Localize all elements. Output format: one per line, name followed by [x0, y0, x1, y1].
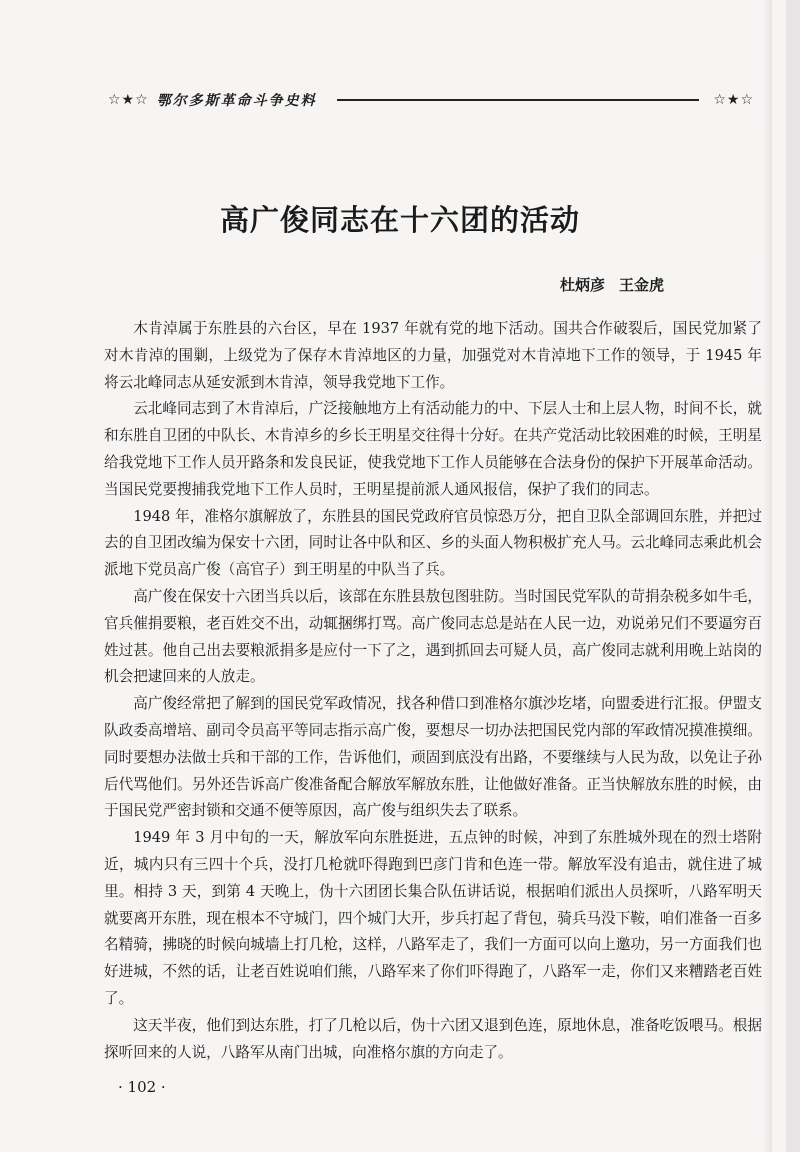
- header-stars-right: ☆★☆: [713, 92, 754, 108]
- body-paragraph: 云北峰同志到了木肯淖后，广泛接触地方上有活动能力的中、下层人士和上层人物，时间不长，就和东胜自卫团的中队长、木肯淖乡的乡长王明星交往得十分好。在共产党活动比较困难的时候，王明星给我党地下工作人员开路条和发良民证，使我党地下工作人员能够在合法身份的保护下开展革命活动。当国民党要搜捕我党地下工作人员时，王明星提前派人通风报信，保护了我们的同志。: [104, 400, 762, 498]
- article-authors: [560, 274, 664, 295]
- running-header-title: 鄂尔多斯革命斗争史料: [156, 93, 317, 109]
- page-number: · 102 ·: [118, 1078, 166, 1096]
- author-name: 王金虎: [619, 276, 665, 294]
- running-header: [108, 88, 754, 112]
- page-edge-shadow: [762, 0, 772, 1152]
- body-paragraph: 高广俊在保安十六团当兵以后，该部在东胜县敖包图驻防。当时国民党军队的苛捐杂税多如牛毛，官兵催捐要粮，老百姓交不出，动辄捆绑打骂。高广俊同志总是站在人民一边，劝说弟兄们不要逼穷百姓过甚。他自己出去要粮派捐多是应付一下了之，遇到抓回去可疑人员，高广俊同志就利用晚上站岗的机会把逮回来的人放走。: [104, 587, 762, 686]
- header-rule: [337, 99, 700, 101]
- body-paragraph: 1948 年，准格尔旗解放了，东胜县的国民党政府官员惊恐万分，把自卫队全部调回东胜，并把过去的自卫团改编为保安十六团，同时让各中队和区、乡的头面人物积极扩充人马。云北峰同志乘此机会派地下党员高广俊（高官子）到王明星的中队当了兵。: [104, 507, 762, 579]
- body-paragraph: 高广俊经常把了解到的国民党军政情况，找各种借口到准格尔旗沙圪堵，向盟委进行汇报。伊盟支队政委高增培、副司令员高平等同志指示高广俊，要想尽一切办法把国民党内部的军政情况摸准摸细。同时要想办法做士兵和干部的工作，告诉他们，顽固到底没有出路，不要继续与人民为敌，以免让子孙后代骂他们。另外还告诉高广俊准备配合解放军解放东胜，让他做好准备。正当快解放东胜的时候，由于国民党严密封锁和交通不便等原因，高广俊与组织失去了联系。: [104, 695, 762, 820]
- body-paragraph: 1949 年 3 月中旬的一天，解放军向东胜挺进，五点钟的时候，冲到了东胜城外现在的烈士塔附近，城内只有三四十个兵，没打几枪就吓得跑到巴彦门肯和色连一带。解放军没有追击，就住进了城里。相持 3 天，到第 4 天晚上，伪十六团团长集合队伍讲话说，根据咱们派出人员探听，八路军明天就要离开东胜，现在根本不守城门，四个城门大开，步兵打起了背包，骑兵马没下鞍，咱们准备一百多名精骑，拂晓的时候向城墙上打几枪，这样，八路军走了，我们一方面可以向上邀功，另一方面我们也好进城，不然的话，让老百姓说咱们熊，八路军来了你们吓得跑了，八路军一走，你们又来糟踏老百姓了。: [104, 829, 762, 1007]
- body-paragraph: 木肯淖属于东胜县的六台区，早在 1937 年就有党的地下活动。国共合作破裂后，国民党加紧了对木肯淖的围剿，上级党为了保存木肯淖地区的力量，加强党对木肯淖地下工作的领导，于 1945 年将云北峰同志从延安派到木肯淖，领导我党地下工作。: [104, 320, 762, 391]
- article-body: [104, 316, 762, 1066]
- article-title: 高广俊同志在十六团的活动: [219, 203, 580, 237]
- author-name: 杜炳彦: [560, 276, 606, 294]
- header-stars-left: ☆★☆: [108, 92, 149, 108]
- body-paragraph: 这天半夜，他们到达东胜，打了几枪以后，伪十六团又退到色连，原地休息，准备吃饭喂马。根据探听回来的人说，八路军从南门出城，向准格尔旗的方向走了。: [104, 1016, 762, 1061]
